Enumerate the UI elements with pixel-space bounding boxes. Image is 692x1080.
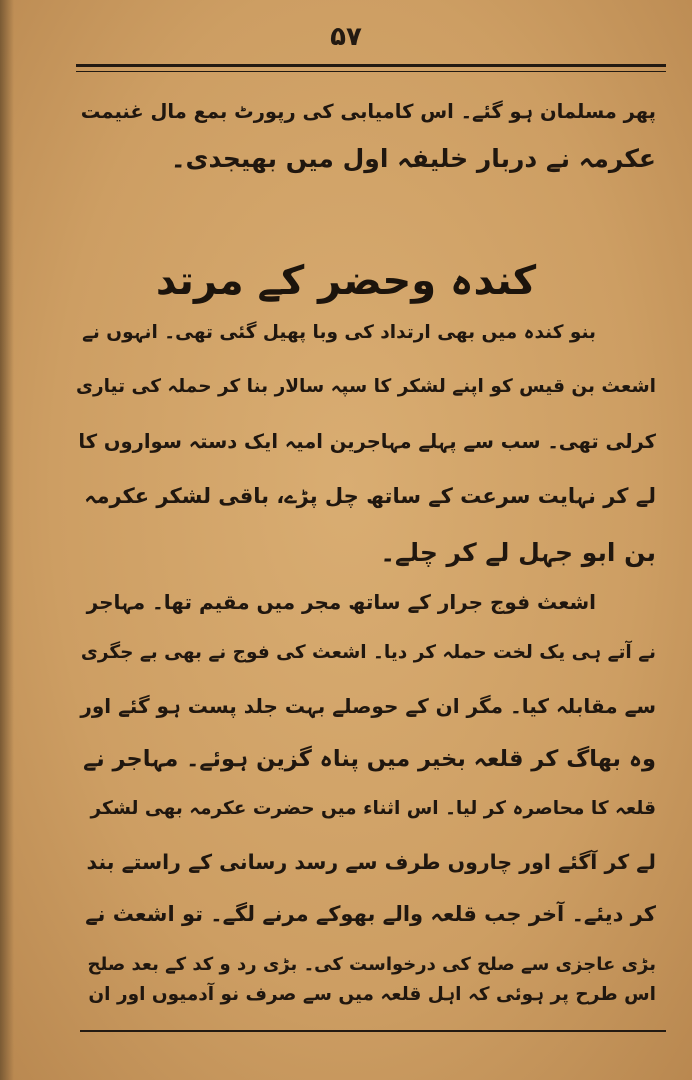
- page-edge-shadow: [0, 0, 14, 1080]
- text-line: بڑی عاجزی سے صلح کی درخواست کی۔ بڑی رد و کد کے بعد صلح: [87, 954, 656, 975]
- intro-paragraph: [76, 92, 656, 192]
- body-text: [76, 320, 656, 1020]
- text-line: بن ابو جہل لے کر چلے۔: [380, 538, 656, 567]
- text-line: کرلی تھی۔ سب سے پہلے مہاجرین امیہ ایک دستہ سواروں کا: [78, 430, 656, 453]
- text-line: اشعث بن قیس کو اپنے لشکر کا سپہ سالار بنا کر حملہ کی تیاری: [76, 376, 656, 397]
- text-line: لے کر نہایت سرعت کے ساتھ چل پڑے، باقی لشکر عکرمہ: [84, 484, 656, 508]
- text-line: پھر مسلمان ہو گئے۔ اس کامیابی کی رپورٹ بمع مال غنیمت: [80, 100, 656, 123]
- text-line: قلعہ کا محاصرہ کر لیا۔ اس اثناء میں حضرت عکرمہ بھی لشکر: [90, 798, 656, 819]
- section-heading: کندہ وحضر کے مرتد: [155, 258, 537, 304]
- text-line: بنو کندہ میں بھی ارتداد کی وبا پھیل گئی تھی۔ انہوں نے: [82, 322, 596, 343]
- text-line: عکرمہ نے دربار خلیفہ اول میں بھیجدی۔: [170, 144, 656, 173]
- header-rule: [76, 64, 666, 67]
- header-rule-thin: [76, 71, 666, 72]
- text-line: لے کر آگئے اور چاروں طرف سے رسد رسانی کے راستے بند: [86, 850, 656, 874]
- text-line: سے مقابلہ کیا۔ مگر ان کے حوصلے بہت جلد پست ہو گئے اور: [80, 694, 656, 718]
- text-line: نے آتے ہی یک لخت حملہ کر دیا۔ اشعث کی فوج نے بھی بے جگری: [80, 642, 656, 663]
- text-line: کر دیئے۔ آخر جب قلعہ والے بھوکے مرنے لگے۔ تو اشعث نے: [85, 902, 656, 926]
- text-line: وہ بھاگ کر قلعہ بخیر میں پناہ گزین ہوئے۔ مہاجر نے: [83, 746, 656, 772]
- text-line: اشعث فوج جرار کے ساتھ مجر میں مقیم تھا۔ مہاجر: [86, 590, 596, 614]
- page-number: ۵۷: [330, 22, 362, 52]
- footer-rule: [80, 1030, 666, 1032]
- text-line: اس طرح پر ہوئی کہ اہل قلعہ میں سے صرف نو آدمیوں اور ان: [88, 984, 656, 1005]
